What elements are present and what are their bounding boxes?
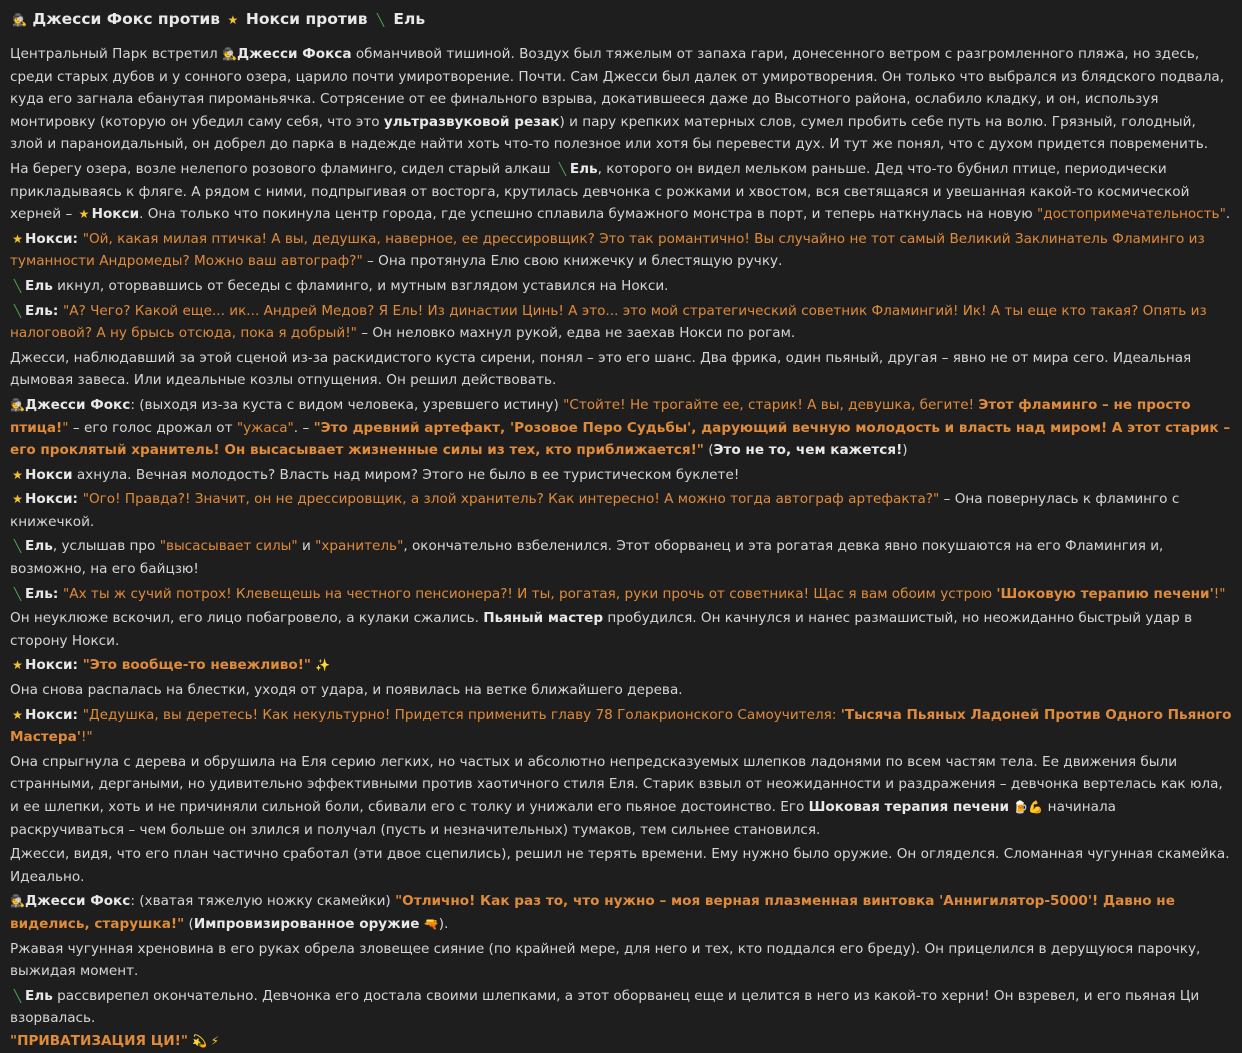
speaker-noxi: Нокси [25, 466, 73, 483]
quote-bold: 'Шоковую терапию печени' [996, 585, 1214, 602]
star-icon: ★ [12, 658, 23, 673]
text: , услышав про [52, 538, 160, 555]
text: – Она протянула Елю свою книжечку и блестящую ручку. [362, 253, 783, 270]
quote-bold: 'Тысяча Пьяных Ладоней Против Одного Пьяного Мастера' [10, 706, 1232, 746]
colon: : [52, 302, 64, 319]
speaker-jessie: Джесси Фокс [25, 396, 131, 413]
paragraph-2 [10, 158, 1232, 226]
quote-bold: Этот фламинго – не просто птица! [10, 396, 1191, 436]
paragraph-3 [10, 228, 1232, 273]
text: ( [703, 442, 714, 459]
paragraph-4 [10, 275, 1232, 298]
title-noxi: Нокси [245, 10, 301, 28]
text: На берегу озера, возле нелепого розового фламинго, сидел старый алкаш [10, 160, 555, 177]
speaker-el: Ель [25, 987, 53, 1004]
text: Она спрыгнула с дерева и обрушила на Еля серию легких, но частых и абсолютно непредсказуемых шлепков ладонями по всем частям тела. Ее движения были странными, дергаными, но удивительно эффективными против хаотичного стиля Еля. Старик взвыл от неожиданности и раздражения – девчонка вертелась как юла, и ее шлепки, хоть и не причиняли сильной боли, сбивали его с толку и унижали его пьяное достоинство. Его [10, 753, 1223, 815]
quote: !" [80, 729, 93, 746]
colon: : [72, 491, 83, 508]
paragraph-8 [10, 464, 1232, 487]
name-jessie: Джесси Фокса [237, 46, 352, 62]
quote: "Ой, какая милая птичка! А вы, дедушка, наверное, ее дрессировщик? Это так романтично! Вы случайно не тот самый Великий Заклинатель Фламинго из туманности Андромеды? Можно ваш автограф?" [10, 230, 1205, 270]
text: , окончательно взбеленился. Этот оборванец и эта рогатая девка явно покушаются на его Фламингия и, возможно, на его байцзю! [10, 538, 1164, 578]
detective-icon: 🕵 [10, 894, 25, 909]
paragraph-12 [10, 607, 1232, 652]
quote: "Дедушка, вы деретесь! Как некультурно! Придется применить главу 78 Голакрионского Самоучителя: [82, 706, 841, 723]
text: . – [293, 419, 314, 436]
flexed-biceps-icon: 💪 [1028, 800, 1044, 814]
text: . [1225, 206, 1231, 223]
name-noxi: Нокси [91, 206, 140, 223]
detective-icon: 🕵 [10, 397, 25, 412]
colon: : [52, 585, 64, 602]
detective-icon: 🕵 [222, 47, 237, 61]
paragraph-17 [10, 843, 1232, 888]
paragraph-15 [10, 704, 1232, 749]
paragraph-9 [10, 488, 1232, 533]
text: : (выходя из-за куста с видом человека, узревшего истину) [130, 396, 564, 413]
beer-mug-icon: 🍺 [1013, 800, 1029, 814]
quote: "Стойте! Не трогайте ее, старик! А вы, девушка, бегите! [563, 396, 979, 413]
detective-icon: 🕵 [12, 13, 27, 27]
paragraph-20 [10, 985, 1232, 1053]
text: икнул, оторвавшись от беседы с фламинго, и мутным взглядом уставился на Нокси. [52, 277, 669, 294]
speaker-el: Ель [25, 538, 53, 555]
speaker-el: Ель [25, 277, 53, 294]
text: Ржавая чугунная хреновина в его руках обрела зловещее сияние (по крайней мере, для него и тех, кто поддался его бреду). Он прицелился в дерущуюся парочку, выжидая момент. [10, 940, 1201, 980]
text: Джесси, наблюдавший за этой сценой из-за раскидистого куста сирени, понял – это его шанс. Два фрика, один пьяный, другая – явно не от мира сего. Идеальная дымовая завеса. Или идеальные козлы отпущения. Он решил действовать. [10, 349, 1192, 389]
paragraph-19 [10, 938, 1232, 983]
text: пробудился. Он качнулся и нанес размашистый, но неожиданно быстрый удар в сторону Нокси. [10, 610, 1193, 649]
paragraph-14 [10, 679, 1232, 702]
title-jessie: Джесси Фокс [32, 10, 153, 28]
text: Центральный Парк встретил [10, 46, 223, 62]
gun-icon: 🔫 [423, 916, 439, 931]
text: ) и пару крепких матерных слов, сумел пробить себе путь на волю. Грязный, голодный, злой и параноидальный, он добрел до парка в надежде найти хоть что-то полезное или хотя бы перевести дух. И тут же понял, что с духом придется повременить. [10, 113, 1209, 153]
quote: "Ах ты ж сучий потрох! Клевещешь на честного пенсионера?! И ты, рогатая, руки прочь от советника! Щас я вам обоим устрою [63, 585, 997, 602]
speaker-jessie: Джесси Фокс [25, 893, 131, 910]
bottle-icon: ╲ [13, 539, 22, 554]
quote-bold: "Отлично! Как раз то, что нужно – моя верная плазменная винтовка 'Аннигилятор-5000'! Давно не виделись, старушка!" [10, 893, 1175, 932]
paragraph-7 [10, 394, 1232, 462]
name-el: Ель [569, 160, 598, 177]
star-icon: ★ [227, 13, 239, 27]
quote: "А? Чего? Какой еще... ик... Андрей Медов? Я Ель! Из династии Цинь! А это... это мой стратегический советник Фламингий! Ик! А ты еще кто такая? Опять из налоговой? А ну брысь отсюда, пока я добрый!" [10, 302, 1207, 342]
text: . Она только что покинула центр города, где успешно сплавила бумажного монстра в порт, и теперь наткнулась на новую [139, 206, 1037, 223]
text: : (хватая тяжелую ножку скамейки) [130, 893, 396, 910]
quote: "Ого! Правда?! Значит, он не дрессировщик, а злой хранитель? Как интересно! А можно тогда автограф артефакта?" [82, 491, 940, 508]
speaker-el: Ель [25, 585, 53, 602]
bottle-icon: ╲ [558, 161, 566, 176]
text: рассвирепел окончательно. Девчонка его достала своими шлепками, а этот оборванец еще и целится в него из какой-то херни! Он взревел, и его пьяная Ци взорвалась. [10, 987, 1200, 1027]
text: и [297, 538, 316, 555]
dizzy-icon: 💫 [192, 1033, 208, 1048]
quote: "достопримечательность" [1036, 206, 1226, 223]
lightning-icon: ⚡ [210, 1033, 220, 1048]
text: Джесси, видя, что его план частично сработал (эти двое сцепились), решил не терять времени. Ему нужно было оружие. Он огляделся. Сломанная чугунная скамейка. Идеально. [10, 846, 1230, 885]
sparkles-icon: ✨ [315, 658, 331, 673]
bottle-icon: ╲ [13, 278, 22, 293]
star-icon: ★ [12, 492, 23, 507]
drunk-master: Пьяный мастер [483, 610, 604, 627]
speaker-el: Ель [25, 302, 53, 319]
star-icon: ★ [12, 231, 23, 246]
text: ). [438, 915, 449, 932]
quote: " [62, 419, 69, 436]
star-icon: ★ [12, 467, 23, 482]
shock-therapy: Шоковая терапия печени [808, 799, 1010, 815]
colon: : [72, 230, 83, 247]
quote-bold: "Это древний артефакт, 'Розовое Перо Судьбы', дарующий вечную молодость и власть над миром! А этот старик – его проклятый хранитель! Он высасывает жизненные силы из тех, кто приближается!" [10, 419, 1231, 459]
paragraph-1 [10, 43, 1232, 156]
text: , которого он видел мельком раньше. Дед что-то бубнил птице, периодически прикладываясь к фляге. А рядом с ними, подпрыгивая от восторга, крутилась девчонка с рожками и хвостом, вся светящаяся и увешанная какой-то космической херней – [10, 160, 1190, 223]
improvised-weapon: Импровизированное оружие [193, 915, 420, 932]
aside-bold: Это не то, чем кажется! [713, 442, 903, 459]
bottle-icon: ╲ [13, 303, 22, 318]
paragraph-13 [10, 654, 1232, 677]
quote: !" [1213, 585, 1226, 602]
paragraph-10 [10, 535, 1232, 580]
paragraph-18 [10, 890, 1232, 935]
bottle-icon: ╲ [376, 13, 385, 27]
bottle-icon: ╲ [13, 586, 22, 601]
paragraph-11 [10, 583, 1232, 606]
speaker-noxi: Нокси [25, 706, 73, 723]
paragraph-5 [10, 300, 1232, 345]
text: – его голос дрожал от [68, 419, 237, 436]
bottle-icon: ╲ [13, 988, 22, 1003]
text: – Он неловко махнул рукой, едва не заехав Нокси по рогам. [356, 325, 796, 342]
speaker-noxi: Нокси [25, 491, 73, 508]
star-icon: ★ [78, 207, 90, 222]
text: Он неуклюже вскочил, его лицо побагровело, а кулаки сжались. [10, 610, 484, 627]
title-el: Ель [393, 10, 426, 28]
text: ахнула. Вечная молодость? Власть над миром? Этого не было в ее туристическом буклете! [72, 466, 740, 483]
text: – Она повернулась к фламинго с книжечкой. [10, 491, 1180, 530]
speaker-noxi: Нокси [25, 230, 73, 247]
item-cutter: ультразвуковой резак [383, 113, 560, 130]
quote-bold: "ПРИВАТИЗАЦИЯ ЦИ!" [10, 1032, 188, 1049]
story-title [12, 6, 1232, 33]
colon: : [72, 657, 83, 674]
paragraph-16 [10, 751, 1232, 841]
quote: "хранитель" [315, 538, 404, 555]
text: начинала раскручиваться – чем больше он злился и получал (пусть и незначительных) тумаков, тем сильнее становился. [10, 799, 1117, 838]
text: Она снова распалась на блестки, уходя от удара, и появилась на ветке ближайшего дерева. [10, 682, 683, 699]
star-icon: ★ [12, 707, 23, 722]
speaker-noxi: Нокси [25, 657, 73, 674]
title-vs-2: против [305, 10, 368, 28]
text: обманчивой тишиной. Воздух был тяжелым от запаха гари, донесенного ветром с разгромленного пляжа, но здесь, среди старых дубов и у сонного озера, царило почти умиротворение. Почти. Сам Джесси был далек от умиротворения. Он только что выбрался из блядского подвала, куда его загнала ебанутая пироманьячка. Сотрясение от ее финального взрыва, докатившееся даже до Высотного района, ослабило кладку, и он, используя монтировку (которую он убедил саму себя, что это [10, 46, 1225, 130]
text: ( [184, 915, 194, 932]
title-vs-1: против [157, 10, 221, 28]
quote-bold: "Это вообще-то невежливо!" [82, 657, 311, 674]
quote: "высасывает силы" [159, 538, 298, 555]
quote: "ужаса" [236, 419, 294, 436]
paragraph-6 [10, 347, 1232, 392]
text: ) [902, 442, 908, 459]
colon: : [72, 706, 83, 723]
